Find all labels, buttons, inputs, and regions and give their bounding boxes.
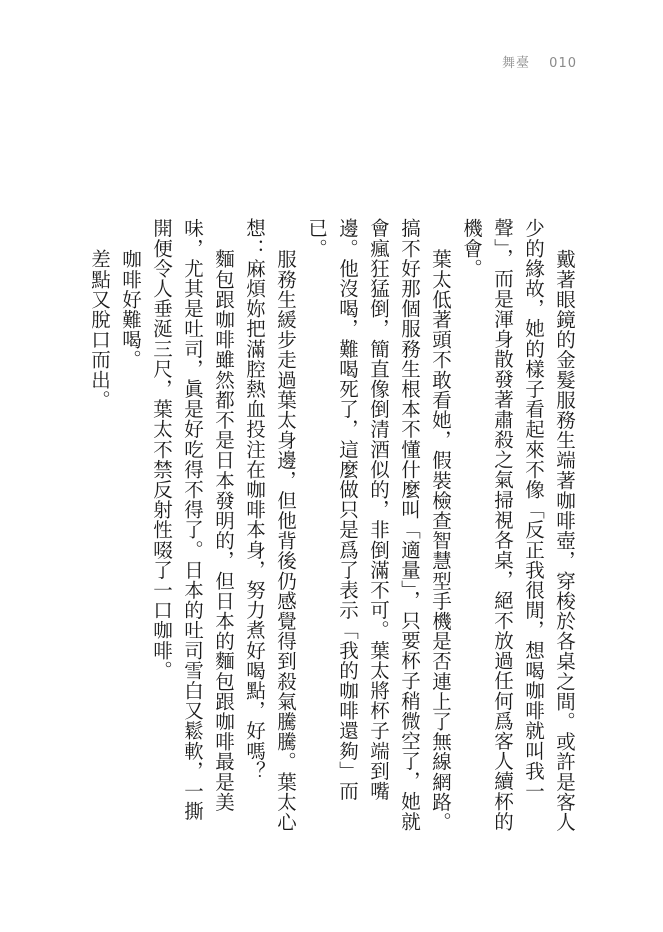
paragraph: 麵包跟咖啡雖然都不是日本發明的，但日本的麵包跟咖啡最是美味，尤其是吐司，眞是好吃得不得了。日本的吐司雪白又鬆軟，一撕開便令人垂涎三尺，葉太不禁反射性啜了一口咖啡。 xyxy=(150,218,235,821)
running-header xyxy=(502,52,577,71)
paragraph: 服務生緩步走過葉太身邊，但他背後仍感覺得到殺氣騰騰。葉太心想：麻煩妳把滿腔熱血投注在咖啡本身，努力煮好喝點，好嗎？ xyxy=(243,218,297,833)
paragraph: 差點又脫口而出。 xyxy=(88,249,111,410)
paragraph: 葉太低著頭不敢看她，假裝檢查智慧型手機是否連上了無線網路。搞不好那個服務生根本不懂什麼叫「適量」，只要杯子稍微空了，她就會瘋狂猛倒，簡直像倒清酒似的，非倒滿不可。葉太將杯子端到嘴邊。他沒喝，難喝死了，這麼做只是爲了表示「我的咖啡還夠」而已。 xyxy=(305,218,452,833)
paragraph: 咖啡好難喝。 xyxy=(119,249,142,370)
vertical-body-text xyxy=(80,218,580,838)
chapter-title: 舞臺 xyxy=(502,56,531,71)
page-number: 010 xyxy=(549,56,577,71)
paragraph: 戴著眼鏡的金髮服務生端著咖啡壺，穿梭於各桌之間。或許是客人少的緣故，她的樣子看起來不像「反正我很閒，想喝咖啡就叫我一聲」，而是渾身散發著肅殺之氣掃視各桌，絕不放過任何爲客人續杯的機會。 xyxy=(460,218,576,833)
